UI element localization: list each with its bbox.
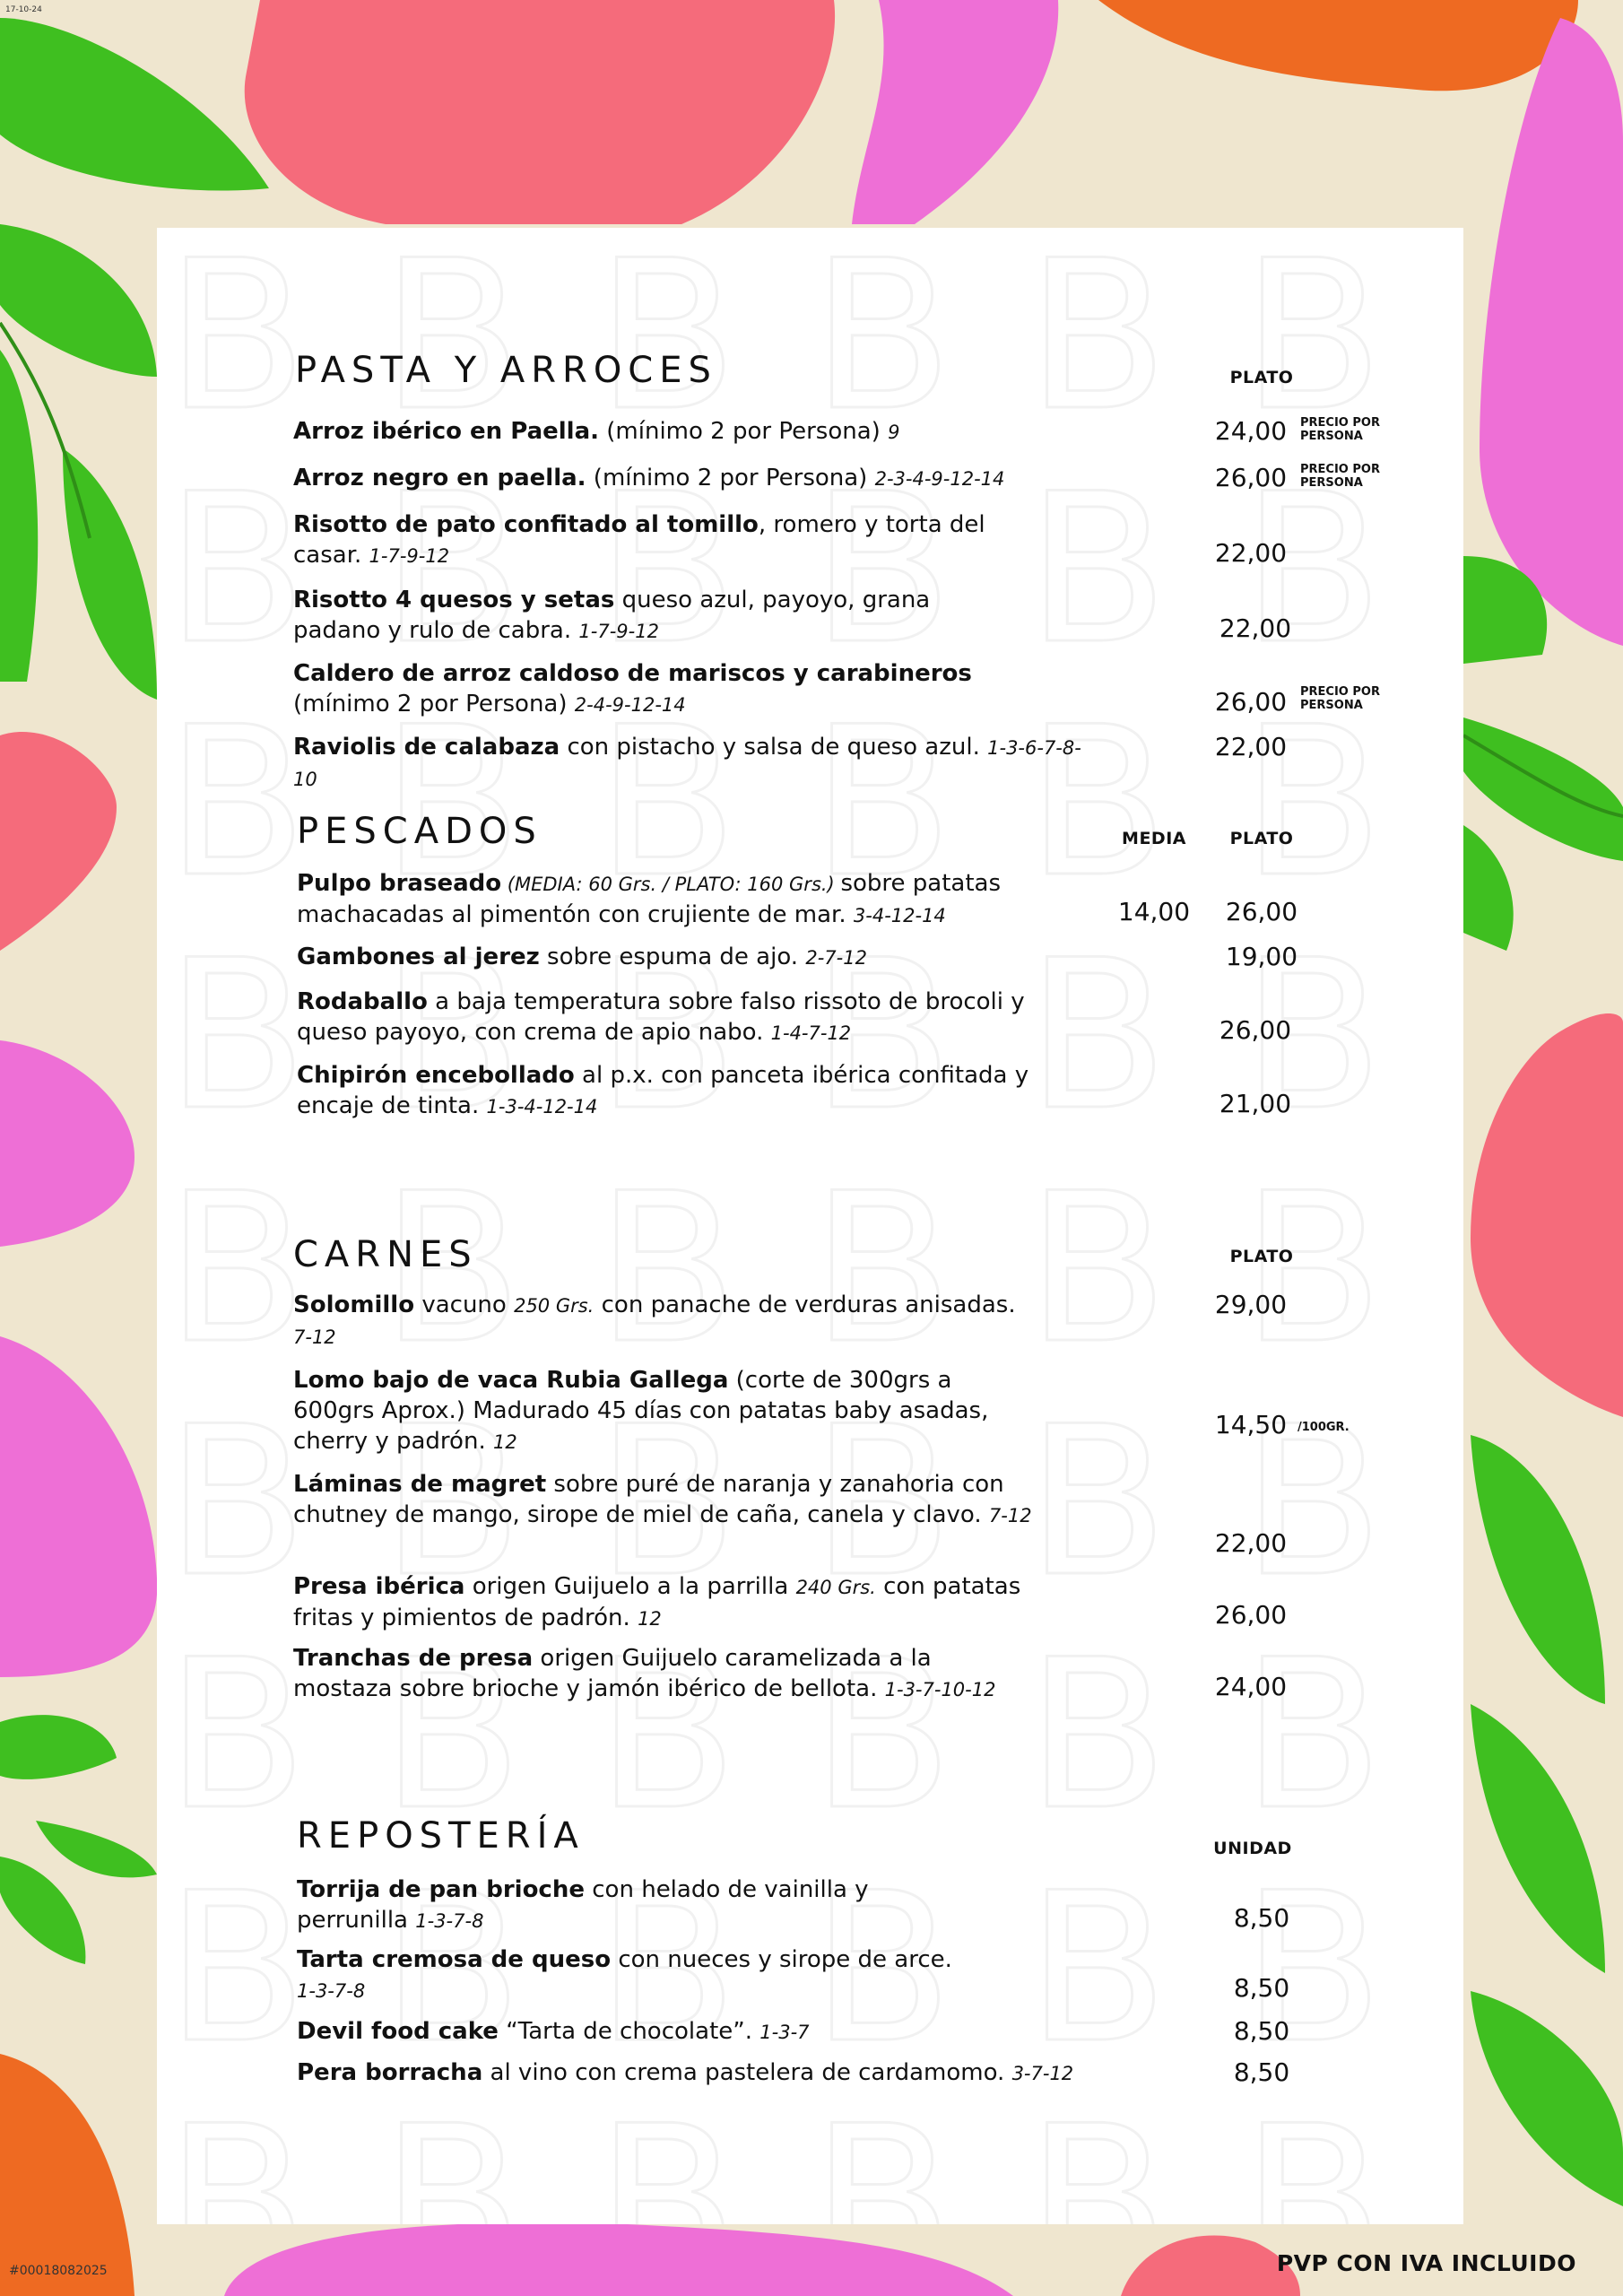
price-note: PRECIO POR PERSONA xyxy=(1300,416,1380,443)
menu-item: Arroz ibérico en Paella. (mínimo 2 por Persona) 9 xyxy=(293,418,900,445)
menu-item: Rodaballo a baja temperatura sobre falso rissoto de brocoli y queso payoyo, con crema de apio nabo. 1-4-7-12 xyxy=(297,988,1025,1046)
item-price: 8,50 xyxy=(1233,1973,1290,2003)
coral-blob-bottom xyxy=(1121,2236,1300,2296)
menu-item: Tarta cremosa de queso con nueces y sirope de arce. 1-3-7-8 xyxy=(297,1946,952,2002)
menu-item: Solomillo vacuno 250 Grs. con panache de verduras anisadas. 7-12 xyxy=(293,1292,1016,1348)
menu-item: Risotto de pato confitado al tomillo, romero y torta del casar. 1-7-9-12 xyxy=(293,511,985,569)
col-head-media: MEDIA xyxy=(1122,829,1186,848)
menu-item: Risotto 4 quesos y setas queso azul, payoyo, grana padano y rulo de cabra. 1-7-9-12 xyxy=(293,587,931,644)
menu-item: Torrija de pan brioche con helado de vainilla y perrunilla 1-3-7-8 xyxy=(297,1876,869,1934)
leaf-left-6 xyxy=(0,1857,85,1964)
coral-blob-right xyxy=(1471,1013,1623,1417)
print-date: 17-10-24 xyxy=(5,5,42,14)
item-price: 22,00 xyxy=(1219,613,1292,643)
leaf-right-5 xyxy=(1471,1704,1605,1973)
leaf-right-6 xyxy=(1471,1991,1623,2206)
item-price: 26,00 xyxy=(1214,463,1288,492)
menu-item: Láminas de magret sobre puré de naranja y zanahoria con chutney de mango, sirope de miel de caña, canela y clavo. 7-12 xyxy=(293,1471,1032,1528)
pink-blob-left-large xyxy=(0,1336,157,1677)
menu-item: Arroz negro en paella. (mínimo 2 por Persona) 2-3-4-9-12-14 xyxy=(293,465,1005,491)
item-price: 22,00 xyxy=(1214,538,1288,568)
item-price: 26,00 xyxy=(1225,897,1298,926)
leaf-left-2 xyxy=(0,350,38,682)
item-price: 21,00 xyxy=(1219,1089,1292,1118)
leaf-right-3 xyxy=(1463,825,1514,951)
col-head-plato: PLATO xyxy=(1229,368,1294,387)
menu-item: Caldero de arroz caldoso de mariscos y carabineros (mínimo 2 por Persona) 2-4-9-12-14 xyxy=(293,660,972,718)
item-price: 14,50 xyxy=(1214,1410,1288,1439)
price-note: PRECIO POR PERSONA xyxy=(1300,685,1380,712)
item-price: 26,00 xyxy=(1214,1600,1288,1630)
item-price: 24,00 xyxy=(1214,416,1288,446)
item-price: 22,00 xyxy=(1214,1528,1288,1558)
price-unit: /100GR. xyxy=(1298,1421,1350,1434)
col-head-plato: PLATO xyxy=(1229,1247,1294,1266)
menu-item: Pera borracha al vino con crema pastelera de cardamomo. 3-7-12 xyxy=(297,2059,1074,2086)
menu-item: Lomo bajo de vaca Rubia Gallega (corte de 300grs a 600grs Aprox.) Madurado 45 días con patatas baby asadas, cherry y padrón. 12 xyxy=(293,1367,989,1455)
pink-blob-left xyxy=(0,1040,135,1247)
pink-blob-bottom xyxy=(224,2222,1013,2296)
footer-vat-note: PVP CON IVA INCLUIDO xyxy=(1276,2250,1576,2276)
section-title-pescados: PESCADOS xyxy=(297,811,542,852)
item-price: 8,50 xyxy=(1233,1903,1290,1933)
col-head-plato: PLATO xyxy=(1229,829,1294,848)
menu-item: Raviolis de calabaza con pistacho y salsa de queso azul. 1-3-6-7-8-10 xyxy=(293,734,1081,790)
leaf-right-4 xyxy=(1471,1435,1605,1704)
item-price: 29,00 xyxy=(1214,1290,1288,1319)
section-title-reposteria: REPOSTERÍA xyxy=(297,1815,585,1857)
menu-item: Gambones al jerez sobre espuma de ajo. 2-7-12 xyxy=(297,944,867,970)
menu-item: Tranchas de presa origen Guijuelo caramelizada a la mostaza sobre brioche y jamón ibérico de bellota. 1-3-7-10-12 xyxy=(293,1645,996,1702)
pink-blob-right xyxy=(1480,18,1623,646)
menu-card xyxy=(157,228,1463,2224)
menu-item: Devil food cake “Tarta de chocolate”. 1-3-7 xyxy=(297,2018,810,2045)
item-price: 24,00 xyxy=(1214,1672,1288,1701)
leaf-left-1 xyxy=(0,224,157,377)
menu-item: Presa ibérica origen Guijuelo a la parrilla 240 Grs. con patatas fritas y pimientos de padrón. 12 xyxy=(293,1573,1021,1631)
menu-item: Chipirón encebollado al p.x. con panceta ibérica confitada y encaje de tinta. 1-3-4-12-14 xyxy=(297,1062,1029,1119)
leaf-right-2 xyxy=(1463,718,1623,861)
coral-blob-top xyxy=(245,0,835,224)
item-price-media: 14,00 xyxy=(1117,897,1191,926)
section-title-pasta: PASTA Y ARROCES xyxy=(295,350,717,391)
item-price: 8,50 xyxy=(1233,2057,1290,2087)
item-price: 26,00 xyxy=(1219,1015,1292,1045)
item-price: 26,00 xyxy=(1214,687,1288,717)
item-price: 8,50 xyxy=(1233,2016,1290,2046)
menu-item: Pulpo braseado (MEDIA: 60 Grs. / PLATO: 160 Grs.) sobre patatas machacadas al pimentón con crujiente de mar. 3-4-12-14 xyxy=(297,870,1002,928)
orange-blob-bottom xyxy=(0,2054,135,2296)
item-price: 19,00 xyxy=(1225,942,1298,971)
item-price: 22,00 xyxy=(1214,732,1288,761)
leaf-left-4 xyxy=(0,1715,117,1779)
col-head-unidad: UNIDAD xyxy=(1213,1839,1292,1858)
leaf-top-left xyxy=(0,18,269,191)
leaf-left-5 xyxy=(36,1821,157,1877)
pink-blob-top xyxy=(852,0,1058,224)
section-title-carnes: CARNES xyxy=(293,1234,478,1275)
coral-blob-left xyxy=(0,732,117,951)
price-note: PRECIO POR PERSONA xyxy=(1300,463,1380,490)
orange-blob-top xyxy=(1098,0,1578,91)
print-code: #00018082025 xyxy=(9,2264,108,2278)
